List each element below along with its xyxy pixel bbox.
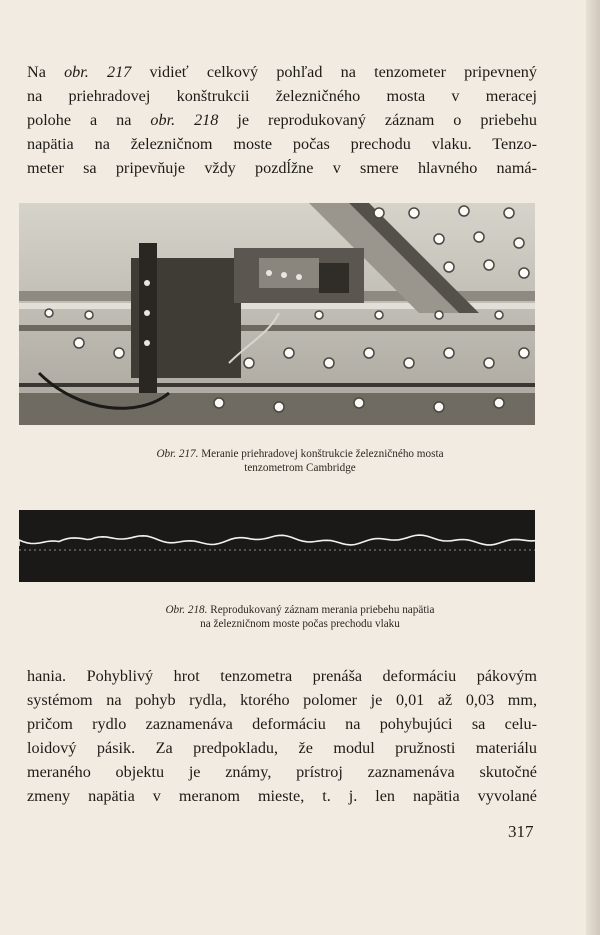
figure-reference: obr. 217	[64, 63, 132, 81]
paragraph-intro-line-1: Na obr. 217 vidieť celkový pohľad na tenzometer pripevnený	[27, 63, 537, 81]
paragraph-continued	[27, 664, 537, 808]
figure-217-caption	[0, 447, 600, 475]
paragraph-continued-line-6: zmeny napätia v meranom mieste, t. j. len napätia vyvolané	[27, 787, 537, 805]
figure-218-number: Obr. 218.	[165, 604, 208, 616]
figure-218-caption	[0, 603, 600, 631]
figure-217-caption-line2: tenzometrom Cambridge	[244, 462, 356, 474]
paragraph-intro-line-4: napätia na železničnom moste počas prechodu vlaku. Tenzo-	[27, 135, 537, 153]
paragraph-continued-line-5: meraného objektu je známy, prístroj zaznamenáva skutočné	[27, 763, 537, 781]
figure-217-number: Obr. 217.	[156, 448, 199, 460]
paragraph-continued-line-2: systémom na pohyb rydla, ktorého polomer je 0,01 až 0,03 mm,	[27, 691, 537, 709]
figure-reference: obr. 218	[150, 111, 219, 129]
figure-217-photo	[19, 203, 535, 425]
figure-218-caption-line1: Reprodukovaný záznam merania priebehu napätia	[207, 604, 435, 616]
paragraph-intro-line-3: polohe a na obr. 218 je reprodukovaný záznam o priebehu	[27, 111, 537, 129]
paragraph-continued-line-4: loidový pásik. Za predpokladu, že modul pružnosti materiálu	[27, 739, 537, 757]
page-number: 317	[508, 822, 534, 841]
figure-218-caption-line2: na železničnom moste počas prechodu vlaku	[200, 618, 400, 630]
paragraph-continued-line-1: hania. Pohyblivý hrot tenzometra prenáša deformáciu pákovým	[27, 667, 537, 685]
tenzometer-photo-graphic	[19, 203, 535, 425]
figure-217-caption-line1: Meranie priehradovej konštrukcie železničného mosta	[198, 448, 444, 460]
paragraph-continued-line-3: pričom rydlo zaznamenáva deformáciu na pohybujúci sa celu-	[27, 715, 537, 733]
paragraph-intro	[27, 60, 537, 180]
figure-218-photo	[19, 510, 535, 582]
stress-record-graphic	[19, 510, 535, 582]
paragraph-intro-line-5: meter sa pripevňuje vždy pozdĺžne v smere hlavného namá-	[27, 159, 537, 177]
paragraph-intro-line-2: na priehradovej konštrukcii železničného mosta v meracej	[27, 87, 537, 105]
